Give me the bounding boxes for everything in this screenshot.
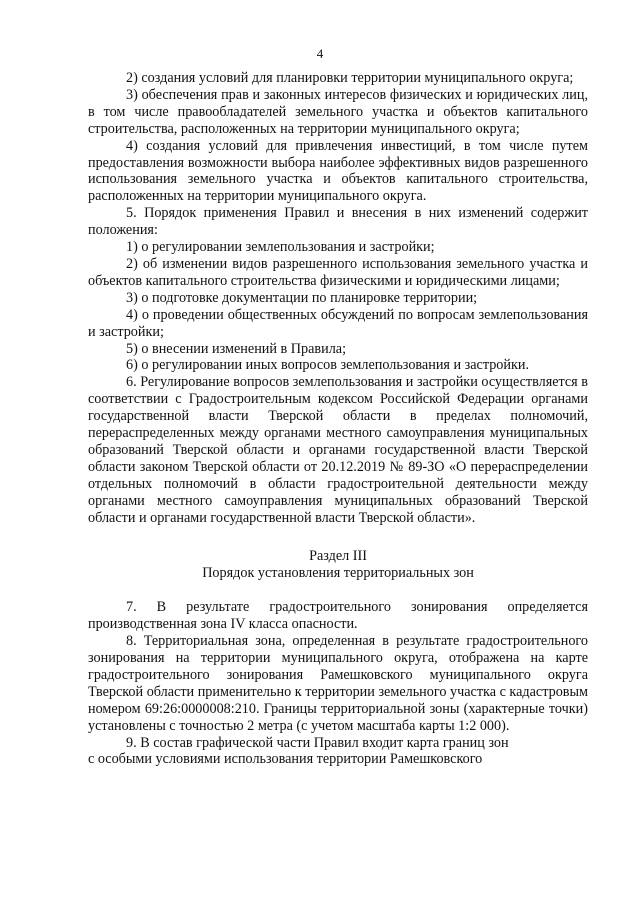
paragraph: 4) создания условий для привлечения инвестиций, в том числе путем предоставления возможности выбора наиболее эффективных видов разрешенного использования земельного участка и объектов капитального строительства, расположенных на территории муниципального округа. [88, 137, 588, 205]
paragraph: 2) об изменении видов разрешенного использования земельного участка и объектов капитального строительства физическими и юридическими лицами; [88, 255, 588, 289]
paragraph: 5) о внесении изменений в Правила; [126, 340, 347, 357]
paragraph: 9. В состав графической части Правил входит карта границ зон [126, 734, 509, 751]
page-number: 4 [316, 46, 324, 61]
paragraph-continuation: с особыми условиями использования территории Рамешковского [88, 751, 483, 768]
paragraph: 6) о регулировании иных вопросов землепользования и застройки. [126, 357, 530, 374]
paragraph: 7. В результате градостроительного зонирования определяется производственная зона IV класса опасности. [88, 599, 588, 633]
paragraph: 3) обеспечения прав и законных интересов физических и юридических лиц, в том числе правообладателей земельного участка и объектов капитального строительства, расположенных на территории муниципального округа; [88, 86, 588, 137]
paragraph: 5. Порядок применения Правил и внесения в них изменений содержит положения: [88, 205, 588, 239]
document-body [88, 70, 588, 768]
paragraph: 4) о проведении общественных обсуждений по вопросам землепользования и застройки; [88, 306, 588, 340]
paragraph: 1) о регулировании землепользования и застройки; [126, 239, 435, 256]
section-title: Порядок установления территориальных зон [202, 565, 474, 582]
paragraph: 6. Регулирование вопросов землепользования и застройки осуществляется в соответствии с Градостроительным кодексом Российской Федерации органами государственной власти Тверской области в пределах полномочий, перераспределенных между органами местного самоуправления муниципальных образований Тверской области и органами государственной власти Тверской области законом Тверской области от 20.12.2019 № 89-ЗО «О перераспределении отдельных полномочий в области градостроительной деятельности между органами местного самоуправления муниципальных образований Тверской области и органами государственной власти Тверской области». [88, 374, 588, 526]
paragraph: 8. Территориальная зона, определенная в результате градостроительного зонирования на территории муниципального округа, отображена на карте градостроительного зонирования Рамешковского муниципального округа Тверской области применительно к территории земельного участка с кадастровым номером 69:26:0000008:210. Границы территориальной зоны (характерные точки) установлены с точностью 2 метра (с учетом масштаба карты 1:2 000). [88, 633, 588, 734]
paragraph: 2) создания условий для планировки территории муниципального округа; [126, 70, 574, 86]
paragraph: 3) о подготовке документации по планировке территории; [126, 289, 478, 306]
section-heading: Раздел III [309, 548, 367, 565]
